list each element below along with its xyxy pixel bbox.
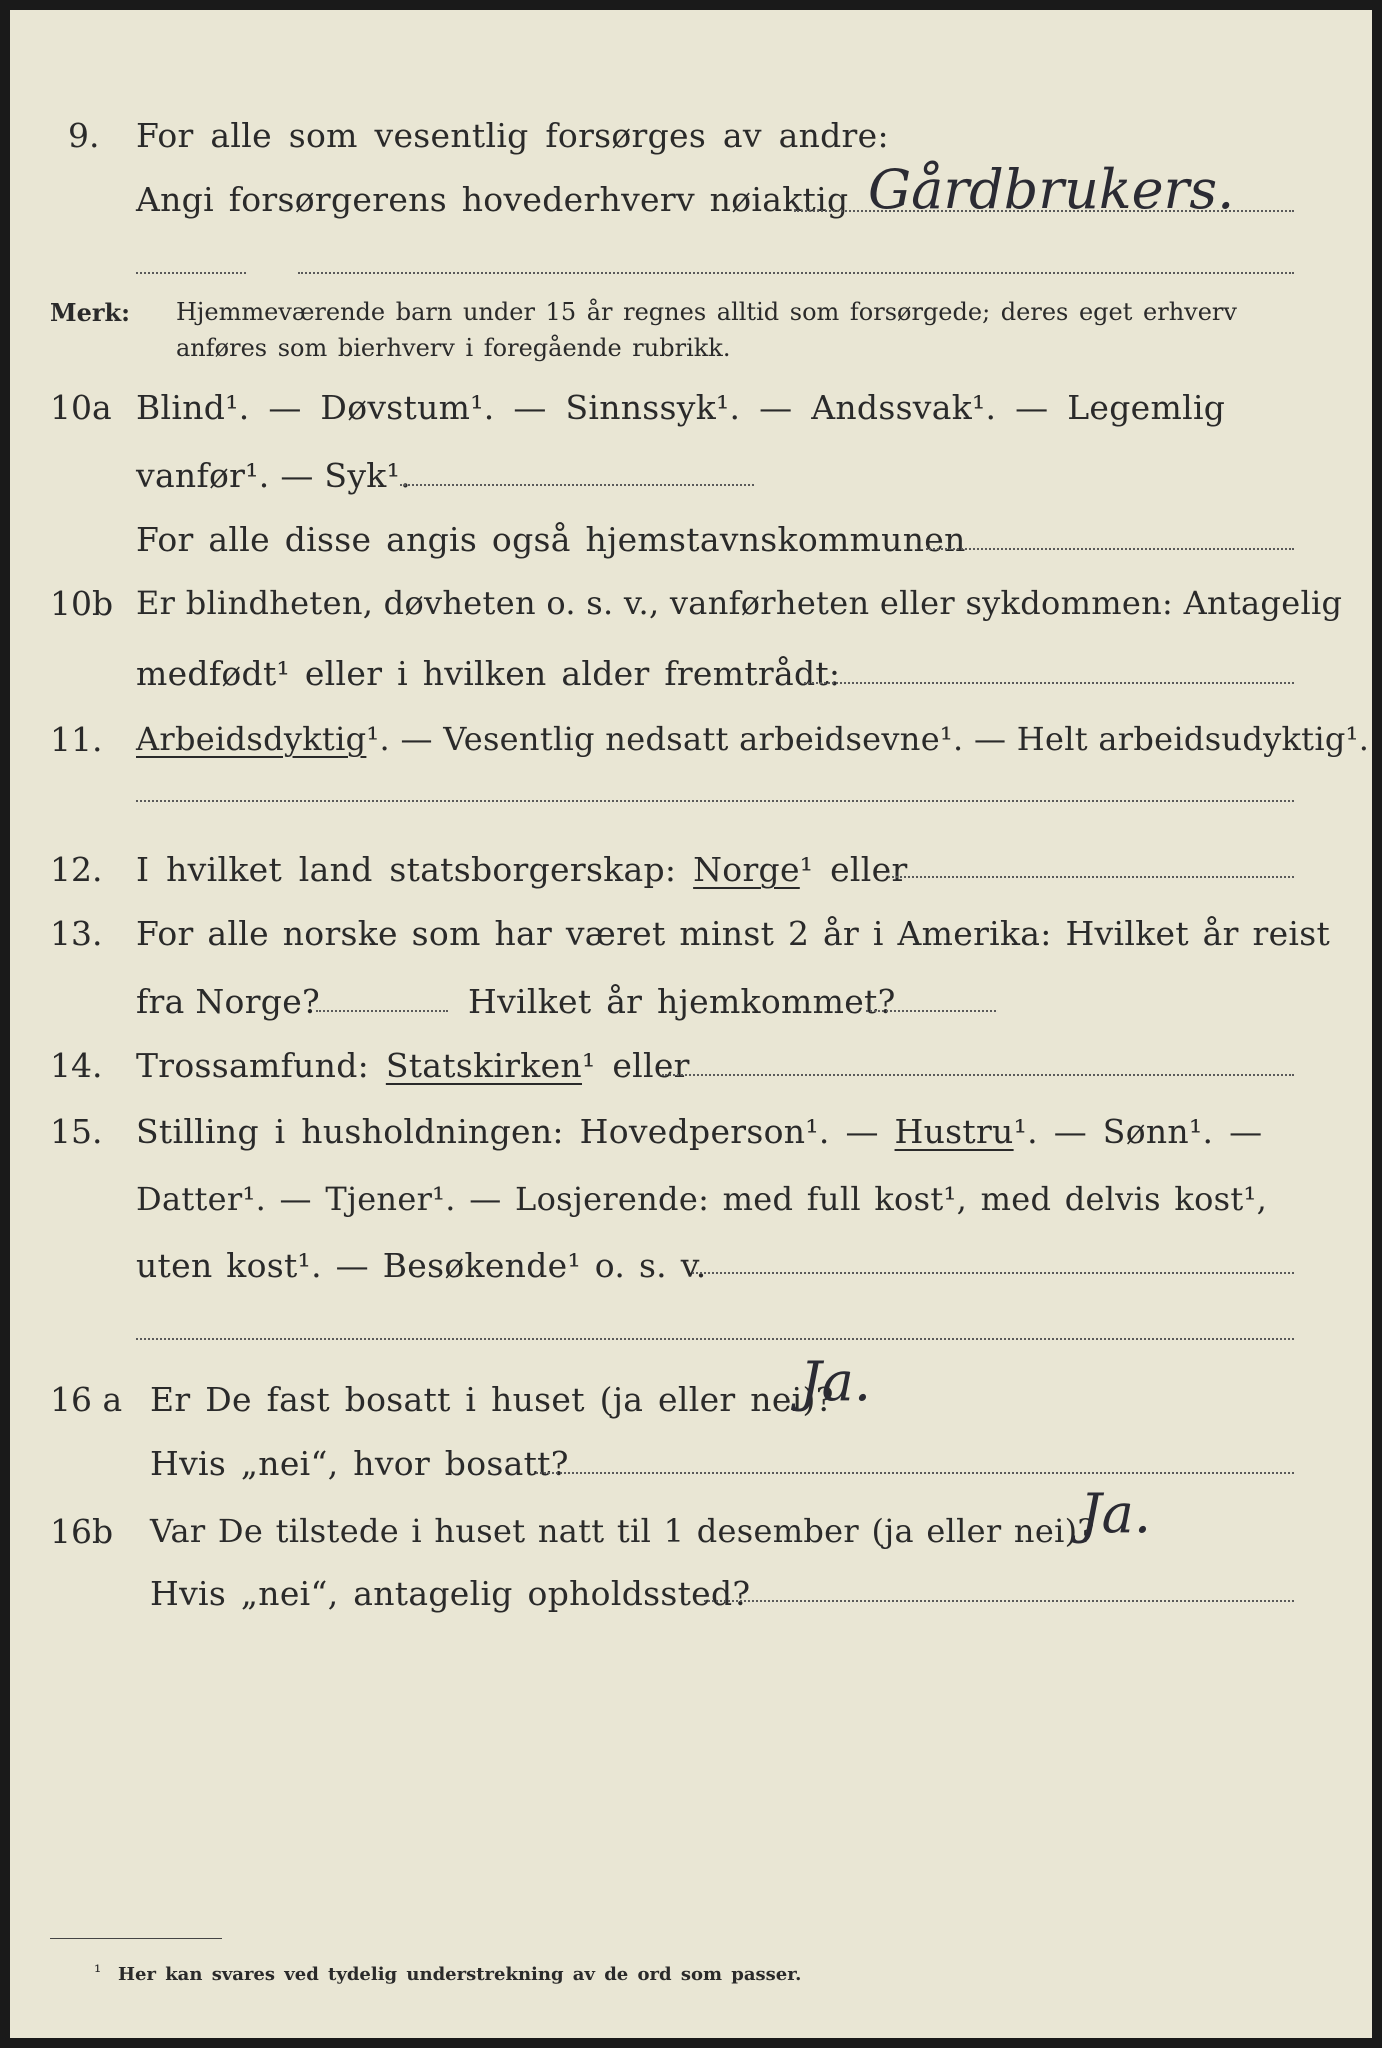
q9-extra-line-a <box>136 272 246 274</box>
q12-number: 12. <box>50 850 103 889</box>
q14-number: 14. <box>50 1046 103 1085</box>
q10b-number: 10b <box>50 584 114 623</box>
merk-label: Merk: <box>50 298 130 327</box>
q16b-number: 16b <box>50 1512 114 1551</box>
q15-line1-text: Stilling i husholdningen: Hovedperson¹. — <box>136 1112 895 1151</box>
q13-line1: For alle norske som har været minst 2 år i Amerika: Hvilket år reist <box>136 914 1331 953</box>
q9-handwritten-answer: Gårdbrukers. <box>868 158 1235 221</box>
q10b-line1: Er blindheten, døvheten o. s. v., vanførheten eller sykdommen: Antagelig <box>136 584 1343 622</box>
q14-line <box>136 1046 690 1085</box>
q10a-line3: For alle disse angis også hjemstavnskommunen <box>136 520 966 559</box>
footnote-text: Her kan svares ved tydelig understrekning av de ord som passer. <box>118 1964 802 1985</box>
q15-number: 15. <box>50 1112 103 1151</box>
q15-extra-line <box>136 1338 1294 1340</box>
q15-line1 <box>136 1112 1262 1151</box>
q13-part-b: Hvilket år hjemkommet? <box>468 982 896 1021</box>
merk-line1: Hjemmeværende barn under 15 år regnes alltid som forsørgede; deres eget erhverv <box>176 298 1237 326</box>
q16b-line1: Var De tilstede i huset natt til 1 desember (ja eller nei)? <box>150 1512 1095 1550</box>
footnote-mark: ¹ <box>94 1962 102 1983</box>
q9-line2: Angi forsørgerens hovederhverv nøiaktig <box>136 180 849 219</box>
q14-answer-line <box>662 1074 1294 1076</box>
q16b-opholdssted-line <box>704 1600 1294 1602</box>
q15-line3: uten kost¹. — Besøkende¹ o. s. v. <box>136 1246 707 1285</box>
q16a-line2: Hvis „nei“, hvor bosatt? <box>150 1444 569 1483</box>
q10b-line2: medfødt¹ eller i hvilken alder fremtrådt: <box>136 654 841 693</box>
q14-text: Trossamfund: <box>136 1046 386 1085</box>
q14-underlined-answer: Statskirken <box>385 1046 582 1085</box>
q11-number: 11. <box>50 720 103 759</box>
q10b-answer-line <box>804 682 1294 684</box>
q16b-line2: Hvis „nei“, antagelig opholdssted? <box>150 1574 751 1613</box>
q10a-line2: vanfør¹. — Syk¹. <box>136 456 411 495</box>
q13-number: 13. <box>50 914 103 953</box>
q12-line <box>136 850 908 889</box>
q10a-syk-line <box>400 484 754 486</box>
q13-hjemkommet-line <box>866 1010 996 1012</box>
q14-after: ¹ eller <box>582 1046 690 1085</box>
footnote-rule <box>50 1938 222 1939</box>
q15-answer-line <box>692 1272 1294 1274</box>
q11-rest: ¹. — Vesentlig nedsatt arbeidsevne¹. — Helt arbeidsudyktig¹. <box>366 720 1370 758</box>
q15-line1-after: ¹. — Sønn¹. — <box>1013 1112 1263 1151</box>
q13-part-a: fra Norge? <box>136 982 321 1021</box>
q11-extra-line <box>136 800 1294 802</box>
census-form-page <box>10 10 1372 2038</box>
q15-underlined-answer: Hustru <box>894 1112 1014 1151</box>
q10a-line1: Blind¹. — Døvstum¹. — Sinnssyk¹. — Andssvak¹. — Legemlig <box>136 388 1226 427</box>
q9-line1: For alle som vesentlig forsørges av andre: <box>136 116 889 155</box>
q9-extra-line-b <box>298 272 1294 274</box>
q10a-kommune-line <box>926 548 1294 550</box>
q16b-handwritten-answer: Ja. <box>1080 1482 1152 1545</box>
q9-number: 9. <box>68 116 100 155</box>
q16a-line1: Er De fast bosatt i huset (ja eller nei)? <box>150 1380 834 1419</box>
q12-after: ¹ eller <box>799 850 908 889</box>
q16a-handwritten-answer: Ja. <box>800 1350 872 1413</box>
q13-reist-line <box>316 1010 448 1012</box>
q12-answer-line <box>888 876 1294 878</box>
q12-text: I hvilket land statsborgerskap: <box>136 850 694 889</box>
q16a-bosatt-line <box>536 1472 1294 1474</box>
merk-line2: anføres som bierhverv i foregående rubrikk. <box>176 334 731 362</box>
q12-underlined-answer: Norge <box>693 850 800 889</box>
q10a-number: 10a <box>50 388 112 427</box>
q15-line2: Datter¹. — Tjener¹. — Losjerende: med full kost¹, med delvis kost¹, <box>136 1180 1268 1218</box>
q16a-number: 16 a <box>50 1380 123 1419</box>
q11-underlined-answer: Arbeidsdyktig <box>136 720 367 758</box>
q11-line <box>136 720 1369 758</box>
